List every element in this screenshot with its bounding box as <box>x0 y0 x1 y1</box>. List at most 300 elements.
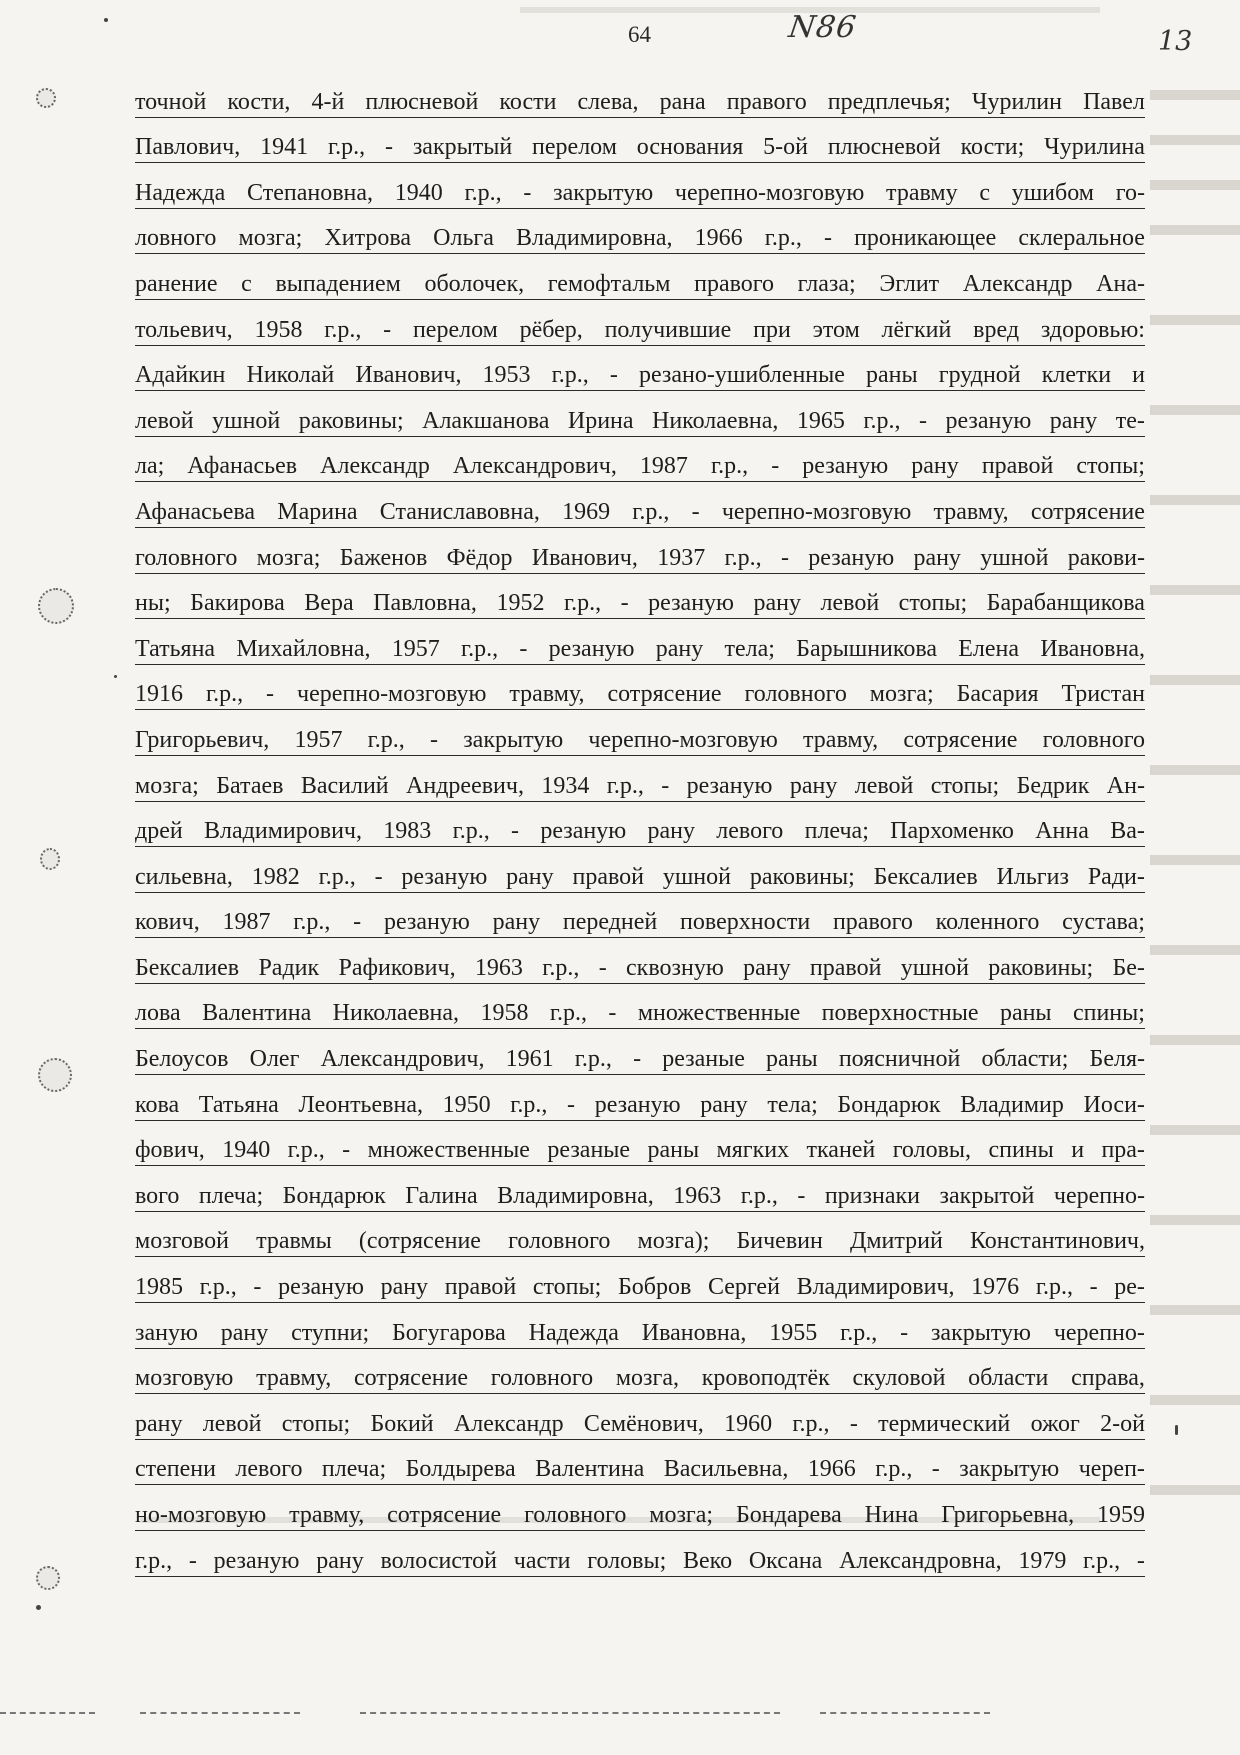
text-line <box>135 710 1145 756</box>
word: 1961 <box>505 1046 554 1073</box>
text-line <box>135 209 1145 255</box>
word: Василий <box>300 772 389 799</box>
word: ловного <box>135 225 217 252</box>
word: кости; <box>960 134 1025 161</box>
word: Владимирович, <box>204 818 362 845</box>
word: Сергей <box>707 1274 780 1301</box>
word: Барышникова <box>796 635 938 662</box>
word: ожог <box>1030 1410 1080 1437</box>
word: 1985 <box>135 1274 183 1301</box>
word: Бакирова <box>190 590 285 617</box>
word: поясничной <box>838 1046 961 1073</box>
text-line <box>135 938 1145 984</box>
word: г.р., <box>324 316 362 343</box>
scan-speck <box>36 1605 41 1610</box>
word: и <box>1071 1137 1085 1164</box>
word: - <box>383 316 392 343</box>
word: закрытую <box>463 726 564 753</box>
word: резаную <box>686 772 773 799</box>
word: Бондарюк <box>837 1091 941 1118</box>
word: пра- <box>1101 1137 1145 1164</box>
word: ны; <box>135 590 171 617</box>
word: Степановна, <box>247 179 374 206</box>
word: сотрясение <box>353 1365 469 1392</box>
word: Бексалиев <box>135 954 240 981</box>
word: мозговую <box>135 1365 234 1392</box>
word: мозга; <box>135 772 199 799</box>
word: г.р., <box>711 453 749 480</box>
word: г.р., <box>724 544 762 571</box>
word: тела; <box>767 1091 818 1118</box>
text-line <box>135 528 1145 574</box>
word: сотрясение <box>607 681 722 708</box>
footer-scan-line <box>140 1712 300 1714</box>
word: Белоусов <box>135 1046 229 1073</box>
word: ушной <box>980 544 1049 571</box>
word: 1952 <box>496 590 545 617</box>
word: - <box>266 681 275 708</box>
word: г.р., <box>551 362 589 389</box>
word: Веко <box>682 1547 733 1574</box>
word: Васильевна, <box>663 1456 789 1483</box>
word: 1963 <box>474 954 523 981</box>
word: Галина <box>405 1182 478 1209</box>
word: 1955 <box>769 1319 818 1346</box>
word: Батаев <box>216 772 284 799</box>
word: заную <box>135 1319 198 1346</box>
word: раковины; <box>298 407 404 434</box>
word: 1979 <box>1018 1547 1067 1574</box>
word: череп- <box>1078 1456 1145 1483</box>
word: стопы; <box>898 590 968 617</box>
word: Андреевич, <box>406 772 524 799</box>
word: резаную <box>540 818 627 845</box>
word: закрытую <box>930 1319 1031 1346</box>
word: Пархоменко <box>890 818 1014 845</box>
word: Ольга <box>433 225 494 252</box>
word: плюсневой <box>365 88 479 115</box>
word: справа, <box>1071 1365 1145 1392</box>
word: головного <box>508 1228 611 1255</box>
word: Александр <box>962 270 1073 297</box>
punch-hole-mark <box>38 1058 72 1092</box>
word: г.р., <box>875 1456 913 1483</box>
word: Оксана <box>748 1547 823 1574</box>
word: 1916 <box>135 681 183 708</box>
scan-speck <box>1175 1425 1178 1435</box>
word: - <box>661 772 670 799</box>
word: рану <box>647 818 695 845</box>
word: вред <box>973 316 1020 343</box>
word: раны <box>766 1046 818 1073</box>
word: головного <box>135 544 238 571</box>
word: Николай <box>246 362 335 389</box>
word: закрытую <box>959 1456 1060 1483</box>
word: Семёнович, <box>583 1410 704 1437</box>
word: - <box>430 726 438 753</box>
word: сквозную <box>626 954 724 981</box>
word: г.р., <box>574 1046 612 1073</box>
word: Ивановна, <box>1040 635 1145 662</box>
word: множественные <box>637 1000 801 1027</box>
word: г.р., <box>205 681 244 708</box>
word: травму, <box>256 1365 332 1392</box>
word: (сотрясение <box>358 1228 481 1255</box>
text-line <box>135 1303 1145 1349</box>
text-line <box>135 756 1145 802</box>
word: левой <box>202 1410 262 1437</box>
word: левой <box>854 772 914 799</box>
text-line <box>135 893 1145 939</box>
text-line <box>135 1394 1145 1440</box>
word: 1987 <box>639 453 688 480</box>
text-line <box>135 437 1145 483</box>
word: Павлович, <box>135 134 241 161</box>
word: грудной <box>938 362 1021 389</box>
word: г.р., <box>792 1410 830 1437</box>
word: кости <box>499 88 557 115</box>
word: г.р., <box>293 909 331 936</box>
footer-scan-line <box>820 1712 990 1714</box>
word: и <box>1132 362 1145 389</box>
word: поверхности <box>680 909 811 936</box>
word: Бондарева <box>735 1502 842 1528</box>
text-line <box>135 163 1145 209</box>
word: Ан- <box>1106 772 1145 799</box>
word: Эглит <box>879 270 940 297</box>
text-line <box>135 1440 1145 1486</box>
word: Александр <box>453 1410 564 1437</box>
word: 1966 <box>694 225 743 252</box>
word: Нина <box>864 1502 919 1528</box>
word: лёгкий <box>881 316 952 343</box>
word: Владимирович, <box>796 1274 955 1301</box>
word: Павловна, <box>373 590 477 617</box>
text-line <box>135 72 1145 118</box>
text-line <box>135 1121 1145 1167</box>
word: сотрясение <box>903 726 1018 753</box>
word: рана <box>659 88 706 115</box>
word: ранение <box>135 270 218 297</box>
word: г.р., <box>367 726 405 753</box>
word: мозговой <box>135 1228 229 1255</box>
word: 1940 <box>394 179 443 206</box>
word: Барабанщикова <box>986 590 1145 617</box>
word: стопы; <box>281 1410 351 1437</box>
word: правой <box>981 453 1054 480</box>
word: Вера <box>304 590 354 617</box>
word: головного <box>490 1365 594 1392</box>
word: 1941 <box>260 134 309 161</box>
word: лова <box>135 1000 181 1027</box>
word: правого <box>726 88 807 115</box>
word: - <box>633 1046 642 1073</box>
word: - <box>253 1274 262 1301</box>
word: Чурилина <box>1044 134 1145 161</box>
word: резаные <box>547 1137 631 1164</box>
word: Беля- <box>1089 1046 1145 1073</box>
word: рану <box>380 1274 429 1301</box>
word: резаную <box>383 909 470 936</box>
word: травмы <box>256 1228 332 1255</box>
word: выпадением <box>275 270 401 297</box>
word: сустава; <box>1062 909 1145 936</box>
word: ре- <box>1114 1274 1145 1301</box>
word: перелом <box>532 134 617 161</box>
word: головного <box>744 681 847 708</box>
word: плеча; <box>804 818 869 845</box>
word: множественные <box>367 1137 530 1164</box>
word: этом <box>812 316 860 343</box>
word: предплечья; <box>827 88 951 115</box>
word: Ирина <box>567 407 634 434</box>
word: правого <box>832 909 913 936</box>
word: Болдырева <box>405 1456 516 1483</box>
word: ракови- <box>1067 544 1145 571</box>
word: 1959 <box>1096 1502 1145 1528</box>
word: 1969 <box>562 498 611 525</box>
word: 1957 <box>294 726 343 753</box>
word: - <box>691 498 700 525</box>
word: сильевна, <box>135 863 233 890</box>
word: Адайкин <box>135 362 226 389</box>
word: гемофтальм <box>547 270 671 297</box>
punch-hole-mark <box>36 88 56 108</box>
word: Надежда <box>528 1319 619 1346</box>
word: мозга; <box>238 225 303 252</box>
word: рану <box>506 863 554 890</box>
word: правой <box>444 1274 517 1301</box>
word: волосистой <box>380 1547 498 1574</box>
word: Александрович, <box>452 453 617 480</box>
word: поверхностные <box>821 1000 979 1027</box>
word: Иванович, <box>531 544 638 571</box>
text-line <box>135 482 1145 528</box>
word: клетки <box>1041 362 1112 389</box>
word: го- <box>1115 179 1145 206</box>
word: г.р., <box>452 818 490 845</box>
word: закрытую <box>553 179 654 206</box>
page-number: 64 <box>628 22 651 47</box>
word: степени <box>135 1456 216 1483</box>
word: рану <box>753 590 801 617</box>
word: получившие <box>604 316 732 343</box>
word: травму, <box>509 681 585 708</box>
body-text <box>135 72 1145 1577</box>
word: Владимировна, <box>497 1182 654 1209</box>
word: Рафикович, <box>338 954 456 981</box>
word: признаки <box>824 1182 920 1209</box>
word: Григорьевна, <box>941 1502 1075 1528</box>
text-line <box>135 802 1145 848</box>
word: - <box>1089 1274 1098 1301</box>
word: резаную <box>648 590 734 617</box>
word: - <box>823 225 832 252</box>
word: слева, <box>577 88 639 115</box>
word: Иоси- <box>1083 1091 1145 1118</box>
word: - <box>374 863 383 890</box>
word: спины <box>988 1137 1054 1164</box>
word: Николаевна, <box>332 1000 460 1027</box>
word: ушной <box>662 863 731 890</box>
word: Владимир <box>960 1091 1064 1118</box>
word: области <box>968 1365 1049 1392</box>
word: стопы; <box>930 772 1000 799</box>
word: правой <box>809 954 882 981</box>
word: стопы; <box>1076 453 1145 480</box>
word: ушной <box>212 407 281 434</box>
word: Татьяна <box>135 635 216 662</box>
word: 1963 <box>673 1182 722 1209</box>
word: мозга); <box>637 1228 710 1255</box>
word: - <box>797 1182 806 1209</box>
word: Фёдор <box>446 544 513 571</box>
word: 1965 <box>796 407 845 434</box>
word: Бокий <box>370 1410 434 1437</box>
word: мозга, <box>615 1365 680 1392</box>
word: тканей <box>806 1137 876 1164</box>
word: сотрясение <box>1030 498 1145 525</box>
word: Баженов <box>339 544 428 571</box>
text-line <box>135 1531 1145 1577</box>
word: Николаевна, <box>652 407 779 434</box>
word: Леонтьевна, <box>298 1091 423 1118</box>
word: ступни; <box>291 1319 370 1346</box>
word: 1953 <box>482 362 531 389</box>
text-line <box>135 1166 1145 1212</box>
word: г.р., <box>464 179 502 206</box>
word: Валентина <box>535 1456 645 1483</box>
text-line <box>135 1075 1145 1121</box>
punch-hole-mark <box>40 848 60 870</box>
word: г.р., <box>1083 1547 1121 1574</box>
word: Чурилин <box>971 88 1062 115</box>
text-line <box>135 391 1145 437</box>
word: Тристан <box>1061 681 1145 708</box>
word: проникающее <box>854 225 997 252</box>
word: плюсневой <box>827 134 941 161</box>
word: г.р., <box>740 1182 778 1209</box>
word: рану <box>743 954 791 981</box>
word: Бобров <box>617 1274 692 1301</box>
word: Александр <box>320 453 430 480</box>
word: Елена <box>958 635 1020 662</box>
word: г.р., <box>135 1547 173 1574</box>
word: Ивановна, <box>641 1319 747 1346</box>
word: но-мозговую <box>135 1502 267 1528</box>
word: Владимировна, <box>516 225 673 252</box>
word: Валентина <box>202 1000 312 1027</box>
word: резано-ушибленные <box>638 362 845 389</box>
word: точной <box>135 88 207 115</box>
word: головного <box>1042 726 1145 753</box>
word: Станиславовна, <box>379 498 540 525</box>
word: раны <box>866 362 918 389</box>
word: дрей <box>135 818 183 845</box>
word: резаную <box>401 863 488 890</box>
word: Павел <box>1083 88 1145 115</box>
text-line <box>135 1257 1145 1303</box>
word: г.р., <box>460 635 499 662</box>
scan-speck <box>104 18 108 22</box>
word: кова <box>135 1091 180 1118</box>
word: Ильгиз <box>996 863 1069 890</box>
word: 1960 <box>724 1410 773 1437</box>
word: - <box>342 1137 351 1164</box>
word: - <box>780 544 789 571</box>
word: 1950 <box>442 1091 491 1118</box>
word: г.р., <box>606 772 644 799</box>
word: тела; <box>724 635 775 662</box>
text-line <box>135 300 1145 346</box>
word: рану <box>1049 407 1098 434</box>
word: - <box>620 590 629 617</box>
word: рану <box>913 544 961 571</box>
word: плеча; <box>198 1182 264 1209</box>
word: Дмитрий <box>849 1228 943 1255</box>
word: плеча; <box>321 1456 387 1483</box>
word: кости, <box>227 88 291 115</box>
word: основания <box>636 134 744 161</box>
word: области; <box>981 1046 1069 1073</box>
word: головного <box>524 1502 627 1528</box>
text-line <box>135 118 1145 164</box>
word: 1957 <box>391 635 440 662</box>
word: 1966 <box>807 1456 856 1483</box>
word: рёбер, <box>519 316 583 343</box>
word: Иванович, <box>355 362 462 389</box>
word: с <box>241 270 252 297</box>
word: рану <box>492 909 541 936</box>
word: термический <box>878 1410 1011 1437</box>
word: резаную <box>548 635 635 662</box>
word: вого <box>135 1182 180 1209</box>
word: г.р., <box>542 954 580 981</box>
word: раны <box>647 1137 700 1164</box>
word: - <box>608 1000 617 1027</box>
word: черепно-мозговую <box>588 726 778 753</box>
word: резаную <box>278 1274 364 1301</box>
handwritten-archive-number: N86 <box>786 10 859 45</box>
word: черепно- <box>1053 1319 1145 1346</box>
word: левой <box>820 590 880 617</box>
word: Алакшанова <box>422 407 550 434</box>
word: Радик <box>258 954 320 981</box>
word: г.р., <box>1035 1274 1073 1301</box>
word: коленного <box>935 909 1040 936</box>
word: резаную <box>945 407 1032 434</box>
word: г.р., <box>863 407 901 434</box>
word: Басария <box>956 681 1039 708</box>
text-line <box>135 619 1145 665</box>
footer-scan-line <box>0 1712 95 1714</box>
word: левой <box>135 407 194 434</box>
word: стопы; <box>532 1274 602 1301</box>
word: г.р., <box>327 134 366 161</box>
word: при <box>753 316 791 343</box>
text-line <box>135 574 1145 620</box>
word: сотрясение <box>387 1502 502 1528</box>
word: Афанасьев <box>187 453 298 480</box>
word: - <box>353 909 362 936</box>
word: тольевич, <box>135 316 233 343</box>
word: Ана- <box>1096 270 1145 297</box>
footer-scan-line <box>360 1712 780 1714</box>
word: левого <box>235 1456 303 1483</box>
scan-speck <box>114 675 117 678</box>
word: Афанасьева <box>135 498 256 525</box>
word: г.р., <box>632 498 670 525</box>
